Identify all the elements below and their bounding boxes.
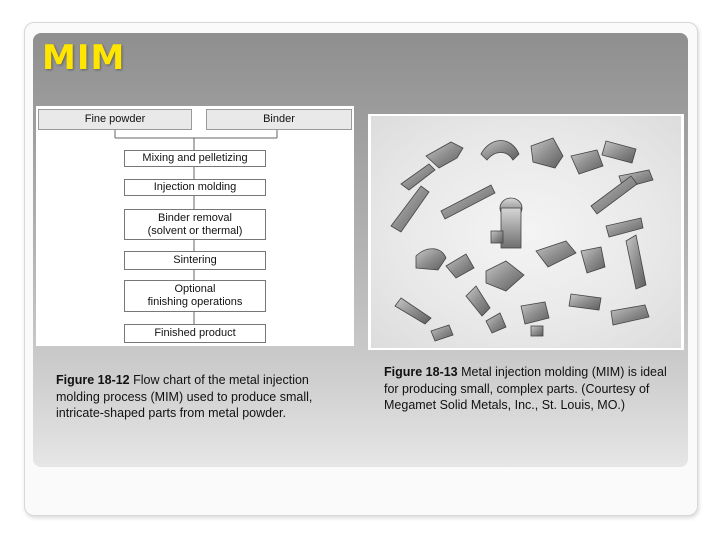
step-binder-removal xyxy=(124,209,266,240)
step-label-sub: finishing operations xyxy=(147,296,243,308)
step-mixing-pelletizing xyxy=(124,150,266,167)
step-sintering xyxy=(124,251,266,270)
fine-powder-box: Fine powder xyxy=(38,109,192,130)
caption-label: Figure 18-12 xyxy=(56,373,130,387)
mim-parts-photo xyxy=(368,114,684,350)
step-label: Binder removal xyxy=(158,211,232,224)
caption-text: Flow chart of the metal injection molding process (MIM) used to produce small, intricate-shaped parts from metal powder. xyxy=(56,373,313,420)
slide-title: MIM xyxy=(42,38,126,78)
caption-label: Figure 18-13 xyxy=(384,365,458,379)
step-label-sub: (solvent or thermal) xyxy=(147,224,243,237)
step-label: Optional xyxy=(174,283,216,295)
step-optional-finishing xyxy=(124,280,266,312)
step-label: Sintering xyxy=(173,254,217,266)
step-label: Finished product xyxy=(154,327,236,339)
metal-parts-illustration xyxy=(371,116,681,348)
caption-text: Metal injection molding (MIM) is ideal for producing small, complex parts. (Courtesy of Megamet Solid Metals, Inc., St. Louis, MO.) xyxy=(384,365,667,412)
mim-flowchart xyxy=(36,106,354,346)
figure-12-caption xyxy=(56,372,356,422)
step-injection-molding xyxy=(124,179,266,196)
step-finished-product xyxy=(124,324,266,343)
figure-13-caption xyxy=(384,364,680,414)
step-label: Mixing and pelletizing xyxy=(142,152,248,164)
step-label: Injection molding xyxy=(153,181,237,193)
binder-box: Binder xyxy=(206,109,352,130)
